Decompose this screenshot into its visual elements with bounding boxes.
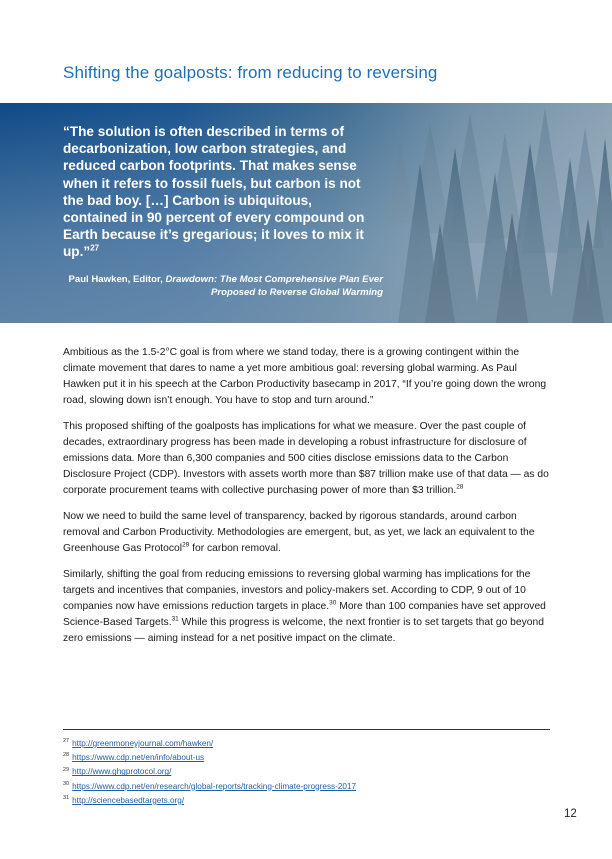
footnote-ref: 31 [171,615,179,623]
page-number: 12 [564,808,577,820]
pull-quote [63,123,373,261]
page-title: Shifting the goalposts: from reducing to reversing [63,63,438,82]
footnotes [63,737,550,808]
pull-quote-text: “The solution is often described in terms of decarbonization, low carbon strategies, and reduced carbon footprints. That makes sense when it refers to fossil fuels, but carbon is not the bad boy. […] Carbon is ubiquitous, contained in 90 percent of every compound on Earth because it’s gregarious; it loves to mix it up.” [63,124,365,260]
footnote-item: $^{30}$ https://www.cdp.net/en/research/global-reports/tracking-climate-progress-2017 [63,780,357,791]
footnote-link[interactable]: http://sciencebasedtargets.org/ [72,795,185,805]
footnote-link[interactable]: http://www.ghgprotocol.org/ [72,767,172,777]
footnote-link[interactable]: http://greenmoneyjournal.com/hawken/ [72,739,214,748]
article-body [63,345,549,657]
quote-banner [0,103,612,323]
footnote-ref: 27 [90,243,100,253]
footnote-ref: 30 [329,599,337,607]
quote-attribution [63,273,383,299]
footnote-link[interactable]: https://www.cdp.net/en/research/global-reports/tracking-climate-progress-2017 [72,781,357,791]
attribution-name: Paul Hawken, Editor, [68,274,166,285]
paragraph: Similarly, shifting the goal from reducing emissions to reversing global warming has implications for the targets and incentives that companies, investors and policy-makers set. According to CDP, 9 out of 10 companies now have emissions reduction targets in place.$^{30}$ More than 100 companies have set approved Science-Based Targets.$^{31}$ While this progress is welcome, the next frontier is to set targets that go beyond zero emissions — aiming instead for a net positive impact on the climate. [63,569,546,644]
footnote-ref: 29 [182,541,190,549]
attribution-book-title: Drawdown: The Most Comprehensive Plan Ever Proposed to Reverse Global Warming [165,274,383,298]
footnote-item: $^{29}$ http://www.ghgprotocol.org/ [63,766,172,777]
footnote-link[interactable]: https://www.cdp.net/en/info/about-us [72,753,205,763]
paragraph: This proposed shifting of the goalposts has implications for what we measure. Over the past couple of decades, extraordinary progress has been made in developing a robust infrastructure for disclosure of emissions data. More than 6,300 companies and 500 cities disclose emissions data to the Carbon Disclosure Project (CDP). Investors with assets worth more than $87 trillion make use of that data — as do corporate procurement teams with collective purchasing power of more than $3 trillion.$^{28}$ [63,421,549,496]
footnote-item: $^{28}$ https://www.cdp.net/en/info/about-us [63,752,205,763]
footnote-divider [63,729,550,730]
footnote-item: $^{31}$ http://sciencebasedtargets.org/ [63,795,185,805]
paragraph: Ambitious as the 1.5-2°C goal is from where we stand today, there is a growing contingent within the climate movement that dares to name a yet more ambitious goal: reversing global warming. As Paul Hawken put it in his speech at the Carbon Productivity basecamp in 2017, “If you’re going down the wrong road, slowing down isn’t enough. You have to stop and turn around.” [63,347,547,406]
footnote-item: $^{27}$ http://greenmoneyjournal.com/hawken/ [63,738,214,748]
footnote-ref: 28 [456,483,464,491]
paragraph: Now we need to build the same level of transparency, backed by rigorous standards, around carbon removal and Carbon Productivity. Methodologies are emergent, but, as yet, we lack an equivalent to the Greenhouse Gas Protocol$^{29}$ for carbon removal. [63,511,535,554]
